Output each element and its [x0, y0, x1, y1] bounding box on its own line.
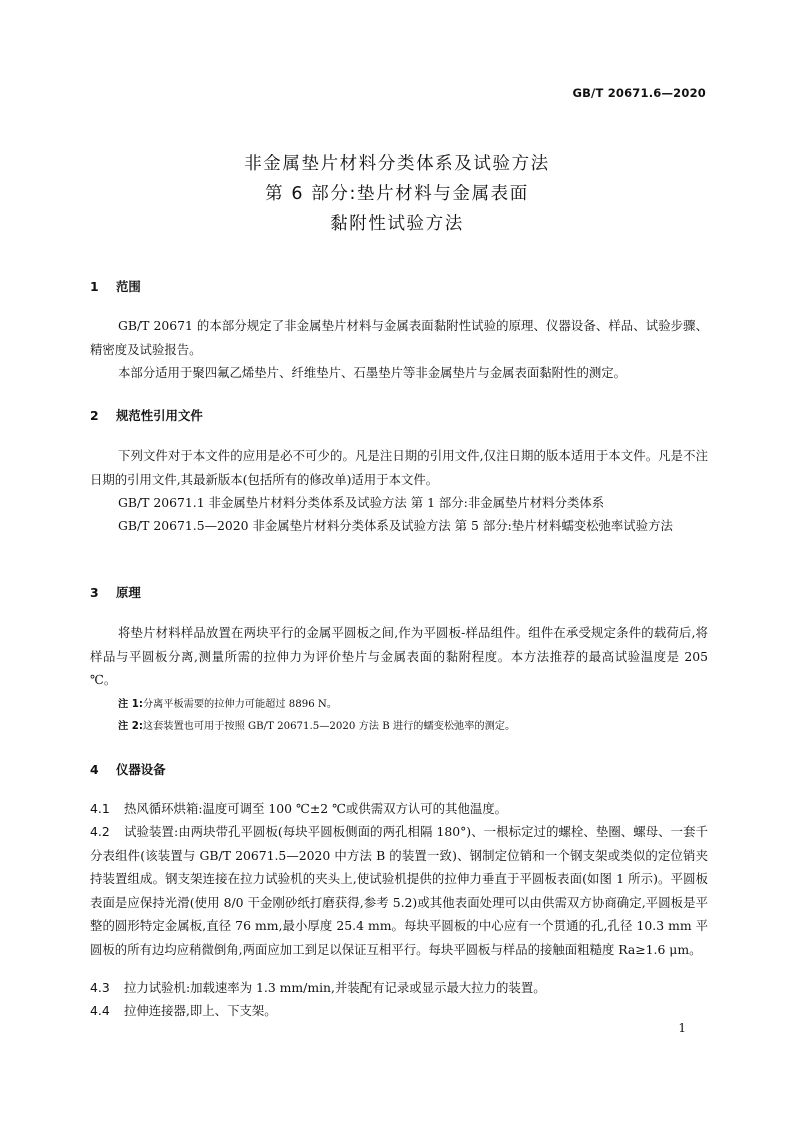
paragraph: 本部分适用于聚四氟乙烯垫片、纤维垫片、石墨垫片等非金属垫片与金属表面黏附性的测定。 [118, 365, 627, 380]
clause-4-3 [90, 976, 708, 1000]
document-title-line-3: 黏附性试验方法 [330, 214, 464, 234]
note-text: 这套装置也可用于按照 GB/T 20671.5—2020 方法 B 进行的蠕变松弛率的测定。 [142, 721, 516, 732]
section-number: 2 [90, 408, 99, 423]
clause-number: 4.4 [90, 1003, 110, 1018]
clause-number: 4.2 [90, 824, 110, 839]
document-title-line-1: 非金属垫片材料分类体系及试验方法 [244, 154, 550, 174]
note-2 [118, 717, 515, 732]
section-heading-apparatus [90, 760, 166, 778]
page-number: 1 [678, 1021, 686, 1035]
note-1 [118, 695, 337, 710]
reference-item: GB/T 20671.5—2020 非金属垫片材料分类体系及试验方法 第 5 部分:垫片材料蠕变松弛率试验方法 [118, 518, 673, 533]
section-number: 3 [90, 585, 99, 600]
clause-number: 4.1 [90, 801, 110, 816]
note-label: 注 1: [118, 699, 143, 710]
document-title-line-2: 第 6 部分:垫片材料与金属表面 [265, 184, 529, 204]
paragraph: 下列文件对于本文件的应用是必不可少的。凡是注日期的引用文件,仅注日期的版本适用于本文件。凡是不注日期的引用文件,其最新版本(包括所有的修改单)适用于本文件。 [90, 448, 708, 487]
clause-text: 试验装置:由两块带孔平圆板(每块平圆板侧面的两孔相隔 180°)、一根标定过的螺栓、垫圈、螺母、一套千分表组件(该装置与 GB/T 20671.5—2020 中方法 B 的装置一致)、钢制定位销和一个钢支架或类似的定位销夹持装置组成。钢支架连接在拉力试验机的夹头上,使试验机提供的拉伸力垂直于平圆板表面(如图 1 所示)。平圆板表面是应保持光滑(使用 8/0 干金刚砂纸打磨获得,参考 5.2)或其他表面处理可以由供需双方协商确定,平圆板是平整的圆形特定金属板,直径 76 mm,最小厚度 25.4 mm。每块平圆板的中心应有一个贯通的孔,孔径 10.3 mm 平圆板的所有边均应稍微倒角,两面应加工到足以保证互相平行。每块平圆板与样品的接触面粗糙度 Ra≥1.6 μm。 [90, 824, 708, 957]
section-heading-scope [90, 277, 141, 295]
clause-4-4 [90, 999, 708, 1023]
clause-text: 热风循环烘箱:温度可调至 100 ℃±2 ℃或供需双方认可的其他温度。 [124, 801, 508, 816]
section-title: 仪器设备 [116, 762, 166, 777]
clause-4-1 [90, 797, 708, 821]
section-heading-principle [90, 583, 141, 601]
clause-number: 4.3 [90, 980, 110, 995]
section-title: 原理 [116, 585, 141, 600]
paragraph: 将垫片材料样品放置在两块平行的金属平圆板之间,作为平圆板-样品组件。组件在承受规定条件的载荷后,将样品与平圆板分离,测量所需的拉伸力为评价垫片与金属表面的黏附程度。本方法推荐的最高试验温度是 205 ℃。 [90, 625, 708, 687]
note-text: 分离平板需要的拉伸力可能超过 8896 N。 [142, 699, 338, 710]
clause-text: 拉力试验机:加载速率为 1.3 mm/min,并装配有记录或显示最大拉力的装置。 [124, 980, 546, 995]
reference-item: GB/T 20671.1 非金属垫片材料分类体系及试验方法 第 1 部分:非金属垫片材料分类体系 [118, 495, 605, 510]
clause-text: 拉伸连接器,即上、下支架。 [124, 1003, 277, 1018]
paragraph: GB/T 20671 的本部分规定了非金属垫片材料与金属表面黏附性试验的原理、仪器设备、样品、试验步骤、精密度及试验报告。 [90, 318, 708, 357]
clause-4-2 [90, 820, 708, 961]
standard-number: GB/T 20671.6—2020 [572, 86, 706, 100]
note-label: 注 2: [118, 721, 143, 732]
section-title: 规范性引用文件 [116, 408, 203, 423]
section-heading-normative-references [90, 406, 203, 424]
section-title: 范围 [116, 279, 141, 294]
section-number: 1 [90, 279, 99, 294]
section-number: 4 [90, 762, 99, 777]
